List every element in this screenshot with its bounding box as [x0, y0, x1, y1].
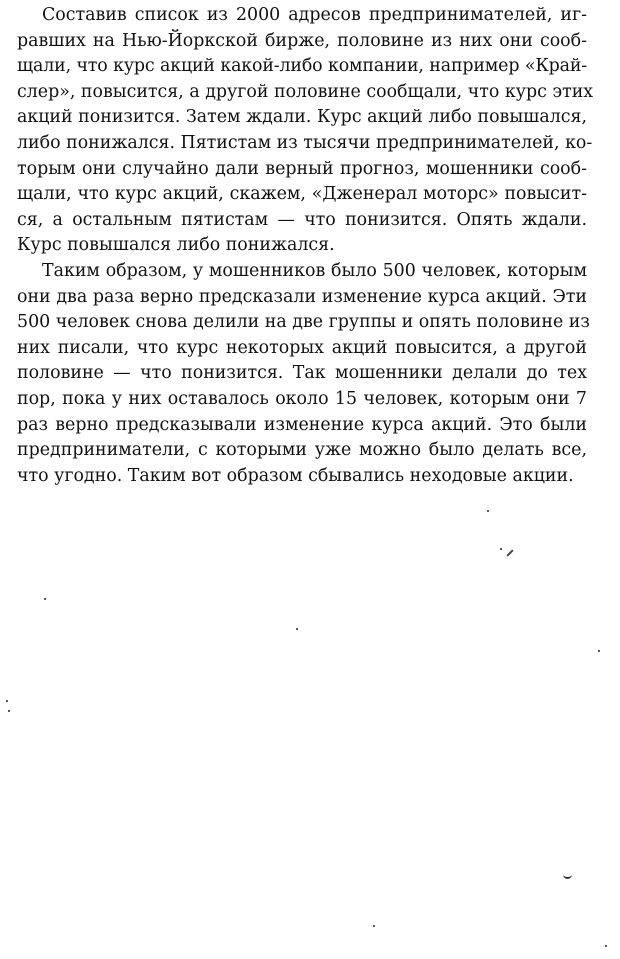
text-line: Таким образом, у мошенников было 500 человек, которым [42, 260, 587, 281]
text-line: акций понизится. Затем ждали. Курс акций либо повышался, [17, 107, 587, 128]
scan-speck [598, 650, 600, 652]
scan-speck [6, 700, 8, 702]
scan-speck [296, 628, 298, 630]
scan-mark [506, 549, 513, 556]
text-line: предприниматели, с которыми уже можно было делать все, [17, 440, 587, 461]
scan-mark [563, 874, 572, 879]
paragraph-1 [17, 3, 594, 259]
text-line: половине — что понизится. Так мошенники делали до тех [17, 363, 587, 384]
text-line: пор, пока у них оставалось около 15 человек, которым они 7 [17, 388, 587, 409]
scan-speck [500, 548, 502, 550]
text-line: что угодно. Таким вот образом сбывались неходовые акции. [17, 465, 574, 486]
text-line: Составив список из 2000 адресов предпринимателей, иг- [42, 5, 587, 25]
scan-speck [487, 510, 489, 512]
text-line: 500 человек снова делили на две группы и опять половине из [17, 312, 590, 333]
scan-speck [8, 710, 10, 712]
body-text [17, 3, 594, 489]
scan-speck [605, 945, 607, 947]
paragraph-2 [17, 259, 590, 489]
text-line: раз верно предсказывали изменение курса акций. Это были [17, 414, 587, 435]
scan-speck [44, 598, 46, 600]
text-line: щали, что курс акций, скажем, «Дженерал моторс» повысит- [17, 184, 587, 205]
text-line: торым они случайно дали верный прогноз, мошенники сооб- [17, 158, 587, 179]
text-line: слер», повысится, а другой половине сообщали, что курс этих [17, 81, 594, 102]
text-line: них писали, что курс некоторых акций повысится, а другой [17, 337, 587, 358]
text-line: равших на Нью-Йоркской бирже, половине из них они сооб- [17, 30, 587, 51]
text-line: щали, что курс акций какой-либо компании, например «Край- [17, 56, 587, 77]
text-line: ся, а остальным пятистам — что понизится. Опять ждали. [17, 209, 587, 230]
text-line: Курс повышался либо понижался. [17, 235, 335, 256]
text-line: они два раза верно предсказали изменение курса акций. Эти [17, 286, 587, 307]
text-line: либо понижался. Пятистам из тысячи предпринимателей, ко- [17, 132, 593, 153]
scan-speck [373, 925, 375, 927]
